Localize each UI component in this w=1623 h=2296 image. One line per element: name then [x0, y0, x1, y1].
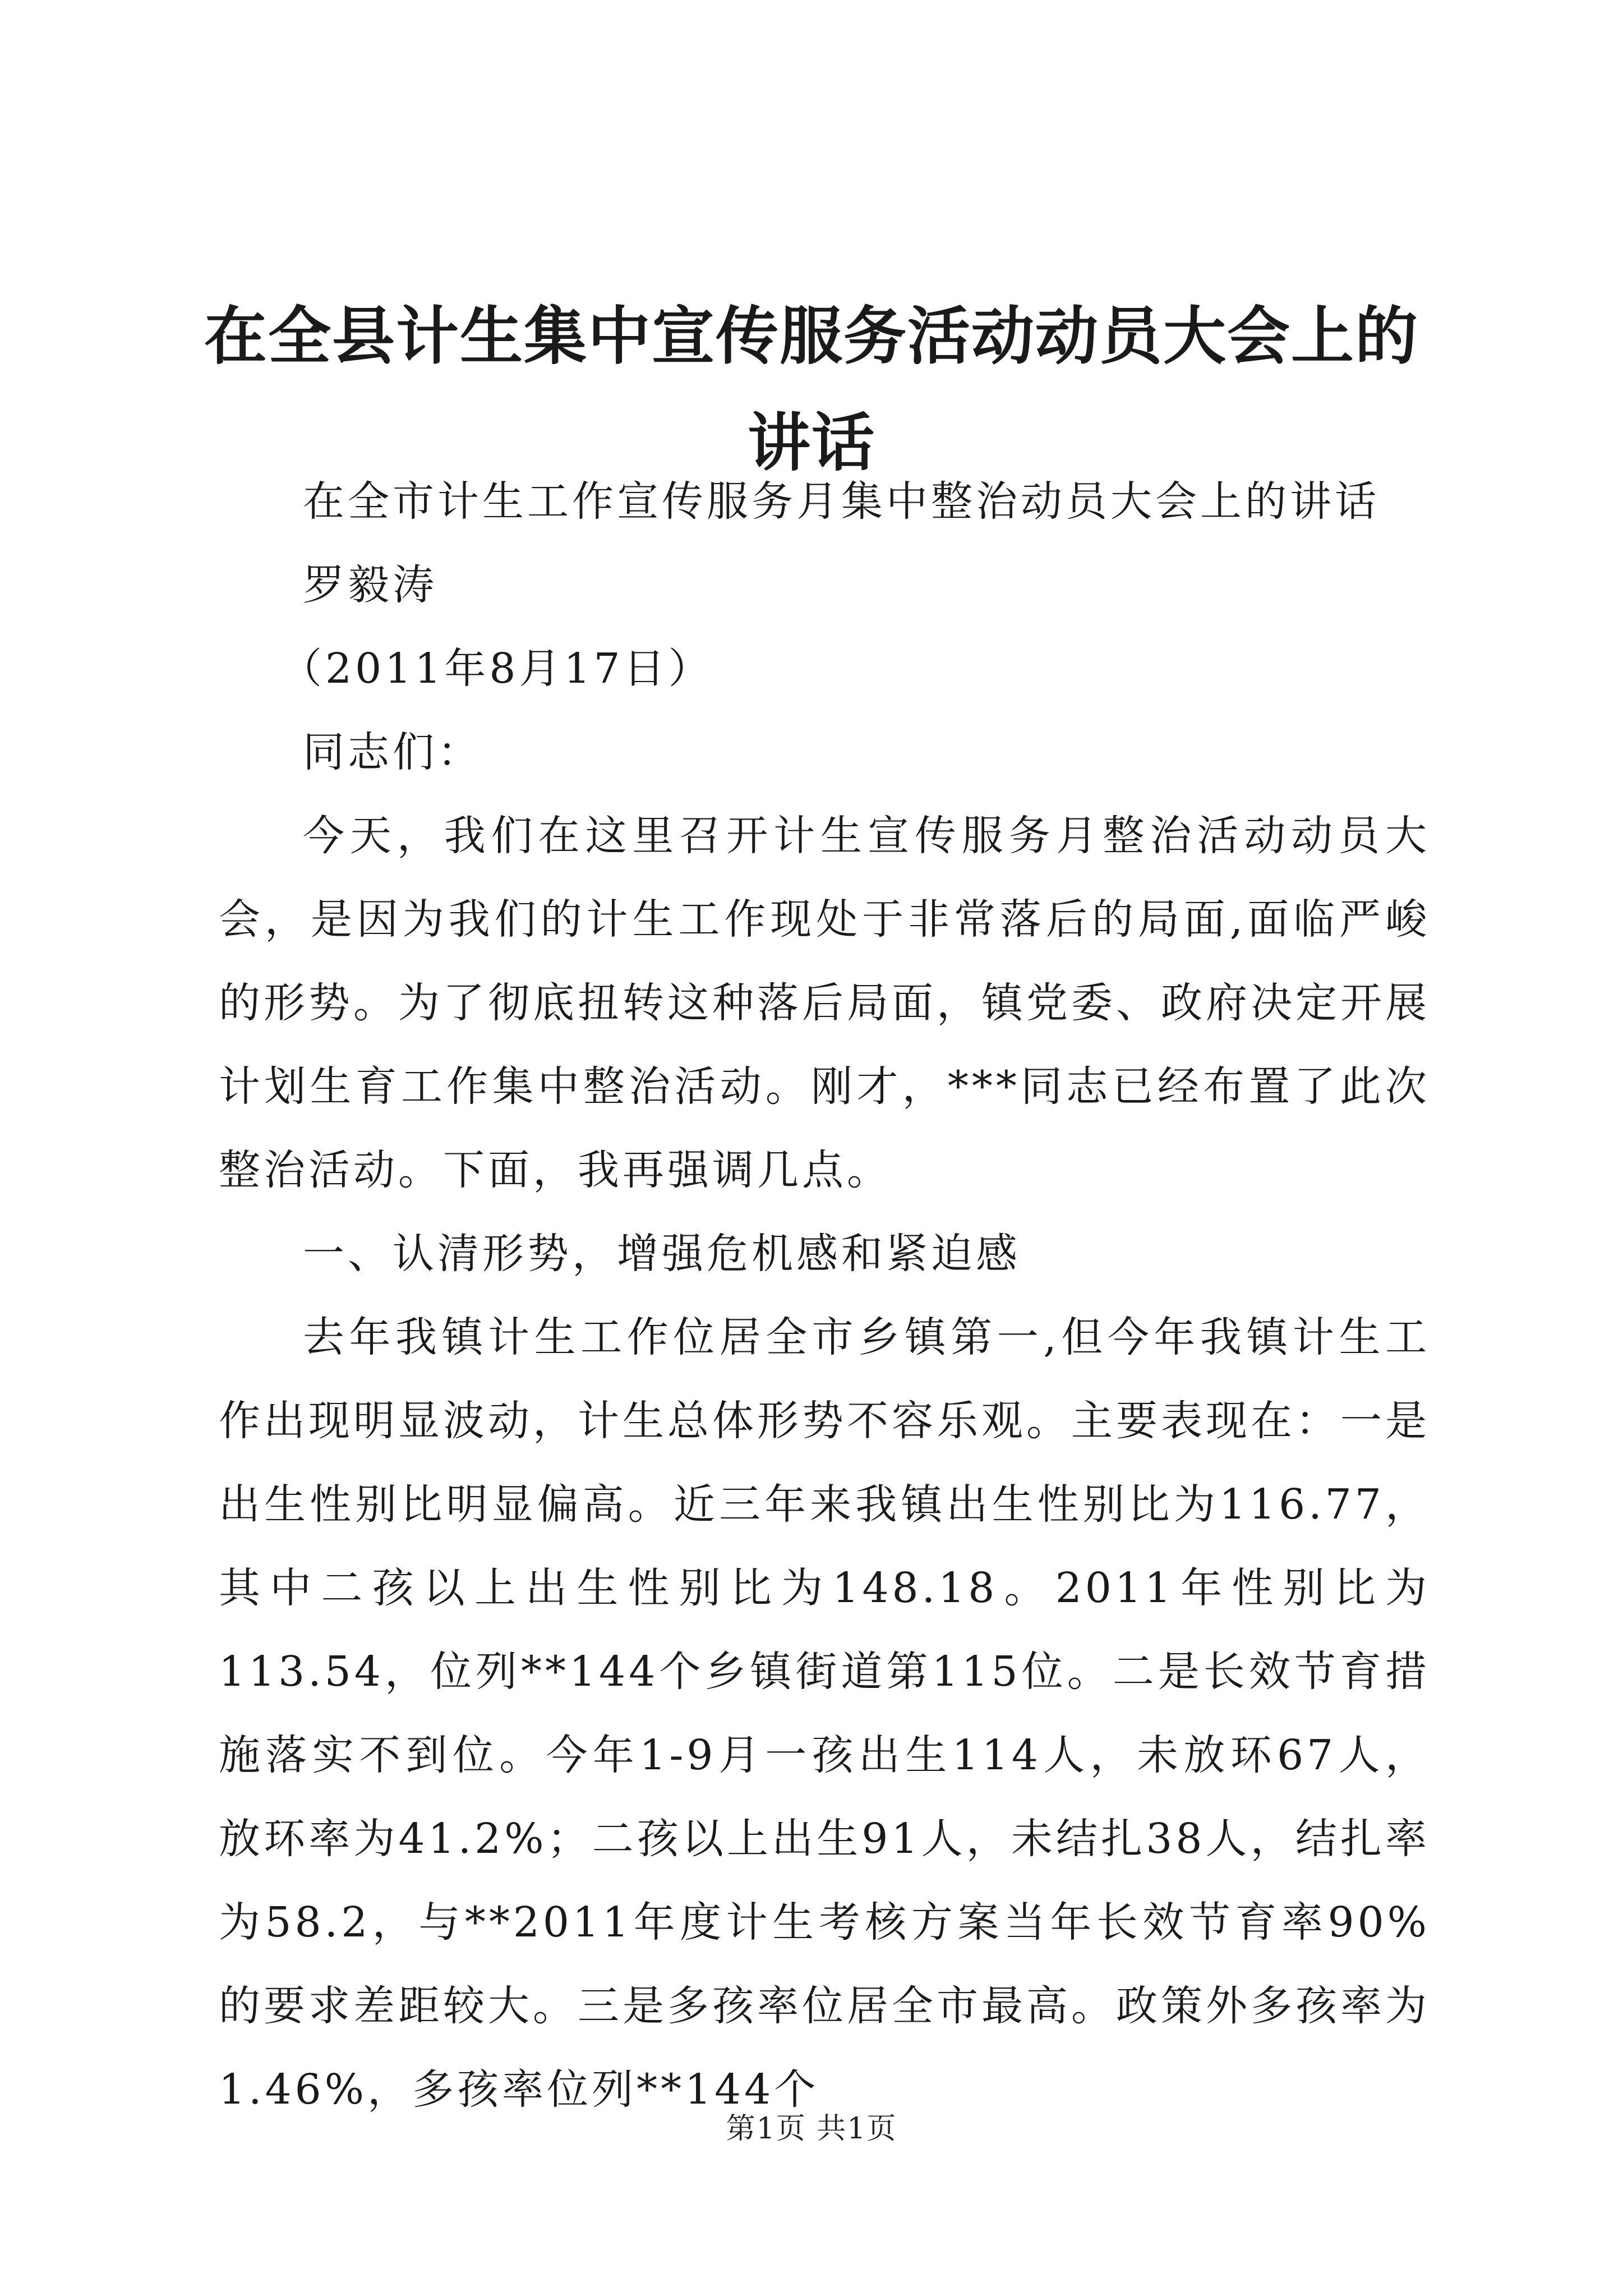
document-body	[219, 460, 1430, 2132]
salutation: 同志们：	[303, 728, 482, 776]
document-title: 在全县计生集中宣传服务活动动员大会上的讲话	[204, 300, 1419, 480]
subtitle: 在全市计生工作宣传服务月集中整治动员大会上的讲话	[303, 477, 1380, 526]
paragraph-situation: 去年我镇计生工作位居全市乡镇第一,但今年我镇计生工作出现明显波动，计生总体形势不容乐观。主要表现在：一是出生性别比明显偏高。近三年来我镇出生性别比为116.77，其中二孩以上出生性别比为148.18。2011年性别比为113.54，位列**144个乡镇街道第115位。二是长效节育措施落实不到位。今年1-9月一孩出生114人，未放环67人，放环率为41.2%；二孩以上出生91人，未结扎38人，结扎率为58.2，与**2011年度计生考核方案当年长效节育率90%的要求差距较大。三是多孩率位居全市最高。政策外多孩率为1.46%，多孩率位列**144个	[219, 1313, 1430, 2114]
paragraph-intro: 今天，我们在这里召开计生宣传服务月整治活动动员大会，是因为我们的计生工作现处于非常落后的局面,面临严峻的形势。为了彻底扭转这种落后局面，镇党委、政府决定开展计划生育工作集中整治活动。刚才，***同志已经布置了此次整治活动。下面，我再强调几点。	[219, 812, 1430, 1194]
section-heading-1: 一、认清形势，增强危机感和紧迫感	[303, 1230, 1021, 1278]
speech-date: （2011年8月17日）	[280, 645, 713, 693]
author-name: 罗毅涛	[303, 561, 437, 609]
page-footer: 第1页 共1页	[726, 2112, 897, 2146]
